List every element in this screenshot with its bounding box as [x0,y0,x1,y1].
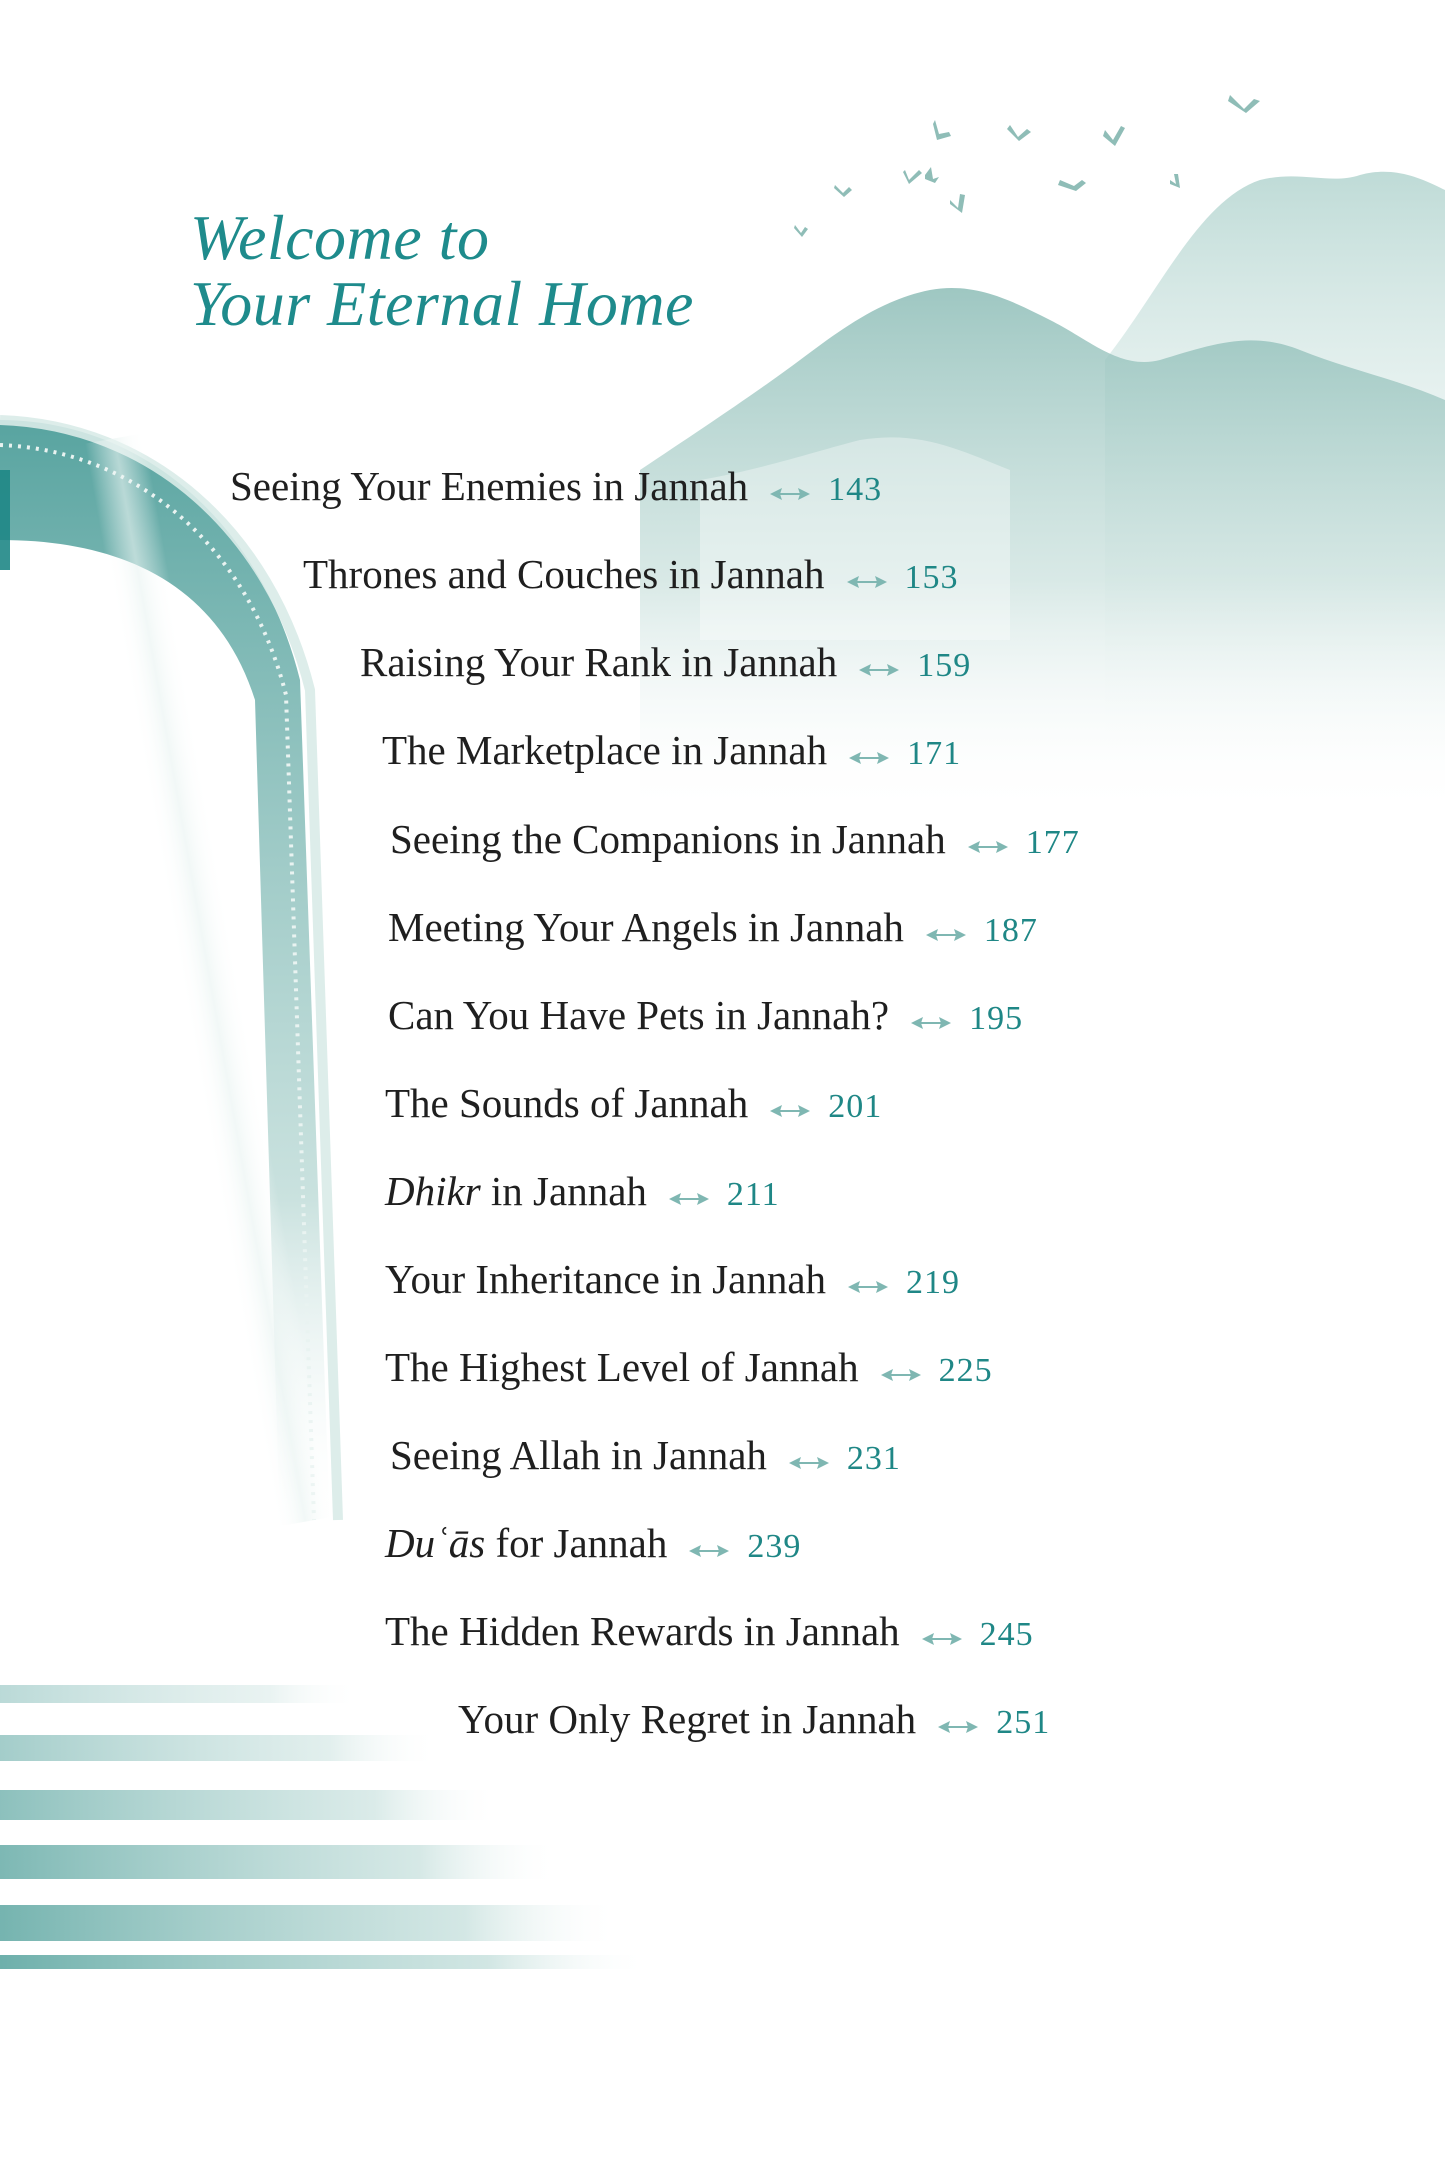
toc-entry-title: Seeing Allah in Jannah [390,1432,767,1478]
toc-entry[interactable] [388,903,1038,951]
toc-entry[interactable] [388,991,1023,1039]
separator-ornament-icon [667,1191,711,1207]
separator-ornament-icon [787,1455,831,1471]
toc-entry-title: Your Inheritance in Jannah [385,1256,827,1302]
toc-entry[interactable] [385,1343,993,1391]
separator-ornament-icon [845,574,889,590]
title-line-1: Welcome to [190,202,490,273]
toc-page-number: 211 [726,1176,780,1213]
toc-entry-title: Thrones and Couches in Jannah [303,551,825,597]
toc-entry-title: The Sounds of Jannah [385,1080,749,1126]
separator-ornament-icon [909,1015,953,1031]
separator-ornament-icon [936,1719,980,1735]
separator-ornament-icon [920,1631,964,1647]
toc-entry[interactable] [390,1431,901,1479]
toc-page-number: 231 [846,1440,901,1477]
toc-entry[interactable] [385,1519,801,1567]
toc-entry[interactable] [230,462,882,510]
separator-ornament-icon [768,486,812,502]
separator-ornament-icon [879,1367,923,1383]
toc-entry[interactable] [385,1167,780,1215]
toc-page-number: 177 [1025,824,1080,861]
toc-entry-title-italic: Dhikr [385,1168,481,1214]
toc-page-number: 245 [979,1616,1034,1653]
toc-entry[interactable] [303,550,959,598]
toc-page-number: 201 [828,1088,883,1125]
separator-ornament-icon [846,1279,890,1295]
separator-ornament-icon [847,750,891,766]
toc-entry-title: Your Only Regret in Jannah [458,1696,917,1742]
toc-page-number: 219 [906,1264,961,1301]
toc-entry-title: Can You Have Pets in Jannah? [388,992,890,1038]
toc-page-number: 159 [917,647,972,684]
toc-entry-title [385,1519,667,1567]
toc-entry[interactable] [360,638,971,686]
toc-entry[interactable] [458,1695,1050,1743]
separator-ornament-icon [687,1543,731,1559]
toc-page-number: 239 [747,1528,802,1565]
separator-ornament-icon [768,1103,812,1119]
toc-entry-title-rest: in Jannah [480,1168,647,1214]
separator-ornament-icon [966,839,1010,855]
toc-entry[interactable] [385,1255,960,1303]
toc-entry[interactable] [382,726,961,774]
toc-page-number: 225 [938,1352,993,1389]
toc-page-number: 195 [969,1000,1024,1037]
toc-entry-title-italic: Duʿās [385,1520,486,1566]
toc-page-number: 171 [907,735,962,772]
toc-page-number: 187 [983,912,1038,949]
toc-entry-title: Seeing Your Enemies in Jannah [230,463,749,509]
toc-entry-title: Meeting Your Angels in Jannah [388,904,904,950]
toc-entry-title: Raising Your Rank in Jannah [360,639,838,685]
toc-entry[interactable] [385,1607,1034,1655]
toc-entry-title [385,1167,647,1215]
toc-entry-title: The Hidden Rewards in Jannah [385,1608,900,1654]
toc-entry-title: The Marketplace in Jannah [382,727,828,773]
toc-page-number: 143 [828,471,883,508]
toc-page-number: 251 [996,1704,1051,1741]
title-line-2: Your Eternal Home [190,268,694,339]
toc-entry-title: The Highest Level of Jannah [385,1344,859,1390]
separator-ornament-icon [857,662,901,678]
toc-entry-title-rest: for Jannah [485,1520,668,1566]
toc-entry[interactable] [385,1079,882,1127]
toc-page-number: 153 [904,559,959,596]
toc-entry[interactable] [390,815,1080,863]
toc-entry-title: Seeing the Companions in Jannah [390,816,946,862]
separator-ornament-icon [924,927,968,943]
